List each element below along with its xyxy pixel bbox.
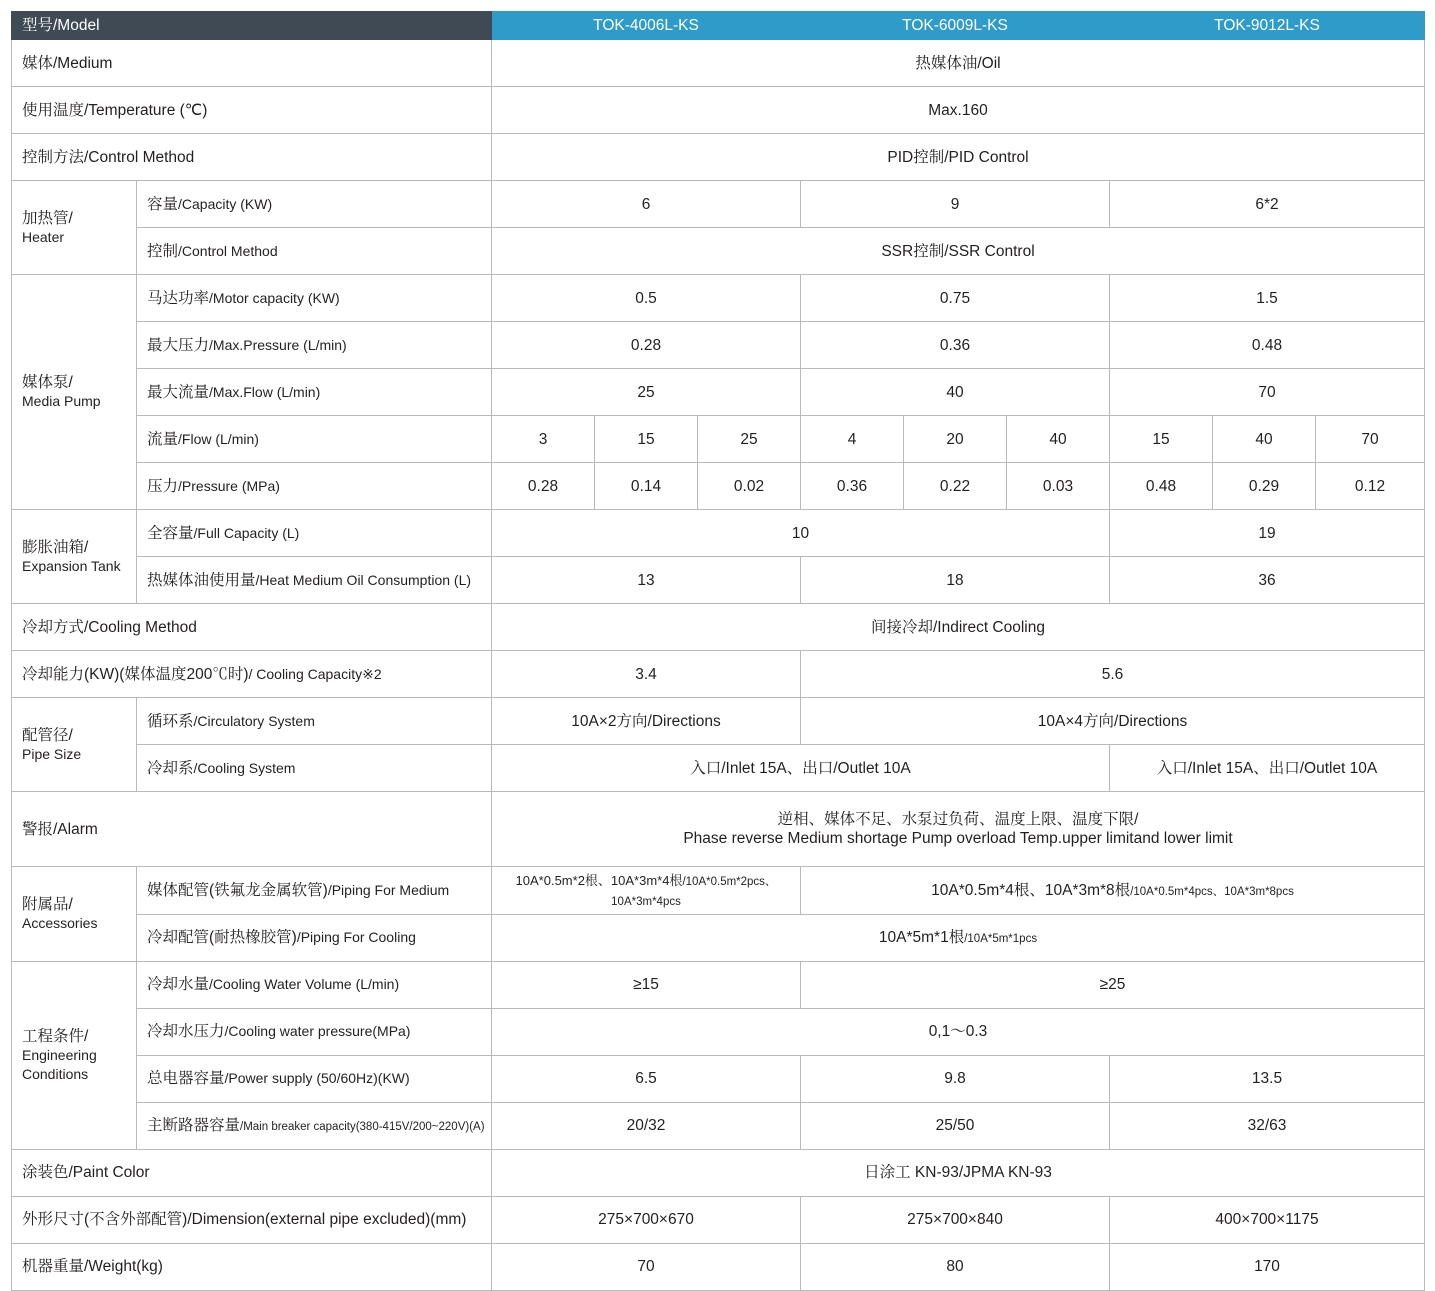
row-label-heater-control: 控制/Control Method — [137, 228, 492, 275]
value-max-pressure-2: 0.36 — [801, 322, 1110, 369]
row-label-piping-cooling: 冷却配管(耐热橡胶管)/Piping For Cooling — [137, 915, 492, 962]
value-control-method: PID控制/PID Control — [492, 134, 1425, 181]
value-max-flow-1: 25 — [492, 369, 801, 416]
row-label-pressure: 压力/Pressure (MPa) — [137, 463, 492, 510]
value-flow-2: 15 — [595, 416, 698, 463]
value-flow-1: 3 — [492, 416, 595, 463]
value-heater-control: SSR控制/SSR Control — [492, 228, 1425, 275]
table-row — [12, 1009, 1425, 1056]
value-temperature: Max.160 — [492, 87, 1425, 134]
value-main-breaker-2: 25/50 — [801, 1103, 1110, 1150]
value-weight-2: 80 — [801, 1244, 1110, 1291]
value-power-supply-2: 9.8 — [801, 1056, 1110, 1103]
row-label-max-pressure: 最大压力/Max.Pressure (L/min) — [137, 322, 492, 369]
group-label-accessories-en: Accessories — [22, 915, 98, 932]
value-motor-capacity-3: 1.5 — [1110, 275, 1425, 322]
value-full-capacity-3: 19 — [1110, 510, 1425, 557]
value-max-pressure-3: 0.48 — [1110, 322, 1425, 369]
table-row — [12, 12, 1425, 40]
table-row — [12, 1056, 1425, 1103]
group-label-media-pump-en: Media Pump — [22, 393, 101, 410]
value-flow-5: 20 — [904, 416, 1007, 463]
group-label-engineering — [12, 962, 137, 1150]
row-label-paint-color: 涂装色/Paint Color — [12, 1150, 492, 1197]
row-label-dimension: 外形尺寸(不含外部配管)/Dimension(external pipe excluded)(mm) — [12, 1197, 492, 1244]
table-row — [12, 1150, 1425, 1197]
table-row — [12, 604, 1425, 651]
row-label-cooling-system: 冷却系/Cooling System — [137, 745, 492, 792]
value-piping-cooling: 10A*5m*1根/10A*5m*1pcs — [492, 915, 1425, 962]
value-flow-7: 15 — [1110, 416, 1213, 463]
table-row — [12, 275, 1425, 322]
value-max-flow-2: 40 — [801, 369, 1110, 416]
row-label-medium: 媒体/Medium — [12, 40, 492, 87]
value-max-pressure-1: 0.28 — [492, 322, 801, 369]
value-flow-9: 70 — [1316, 416, 1425, 463]
value-heater-capacity-2: 9 — [801, 181, 1110, 228]
value-piping-medium-1: 10A*0.5m*2根、10A*3m*4根/10A*0.5m*2pcs、10A*3m*4pcs — [492, 867, 801, 915]
table-row — [12, 1103, 1425, 1150]
value-cooling-method: 间接冷却/Indirect Cooling — [492, 604, 1425, 651]
group-label-expansion-tank-en: Expansion Tank — [22, 557, 121, 574]
row-label-max-flow: 最大流量/Max.Flow (L/min) — [137, 369, 492, 416]
group-label-expansion-tank-cn: 膨胀油箱/ — [22, 538, 89, 556]
value-alarm — [492, 792, 1425, 867]
table-row — [12, 510, 1425, 557]
value-cooling-capacity-23: 5.6 — [801, 651, 1425, 698]
table-row — [12, 698, 1425, 745]
value-cooling-system-12: 入口/Inlet 15A、出口/Outlet 10A — [492, 745, 1110, 792]
value-pressure-2: 0.14 — [595, 463, 698, 510]
value-dimension-1: 275×700×670 — [492, 1197, 801, 1244]
table-row — [12, 228, 1425, 275]
value-pressure-8: 0.29 — [1213, 463, 1316, 510]
row-label-full-capacity: 全容量/Full Capacity (L) — [137, 510, 492, 557]
table-row — [12, 87, 1425, 134]
row-label-flow: 流量/Flow (L/min) — [137, 416, 492, 463]
row-label-weight: 机器重量/Weight(kg) — [12, 1244, 492, 1291]
value-circulatory-1: 10A×2方向/Directions — [492, 698, 801, 745]
table-row — [12, 557, 1425, 604]
alarm-line-en: Phase reverse Medium shortage Pump overload Temp.upper limitand lower limit — [683, 830, 1233, 848]
row-label-power-supply: 总电器容量/Power supply (50/60Hz)(KW) — [137, 1056, 492, 1103]
table-row — [12, 962, 1425, 1009]
row-label-oil-consumption: 热媒体油使用量/Heat Medium Oil Consumption (L) — [137, 557, 492, 604]
value-cooling-system-3: 入口/Inlet 15A、出口/Outlet 10A — [1110, 745, 1425, 792]
table-row — [12, 1244, 1425, 1291]
table-row — [12, 369, 1425, 416]
group-label-expansion-tank — [12, 510, 137, 604]
value-oil-consumption-1: 13 — [492, 557, 801, 604]
value-pressure-4: 0.36 — [801, 463, 904, 510]
group-label-accessories-cn: 附属品/ — [22, 895, 73, 913]
value-main-breaker-1: 20/32 — [492, 1103, 801, 1150]
value-medium: 热媒体油/Oil — [492, 40, 1425, 87]
header-model-label: 型号/Model — [12, 12, 492, 40]
value-dimension-3: 400×700×1175 — [1110, 1197, 1425, 1244]
value-flow-6: 40 — [1007, 416, 1110, 463]
value-max-flow-3: 70 — [1110, 369, 1425, 416]
value-dimension-2: 275×700×840 — [801, 1197, 1110, 1244]
group-label-pipe-size-cn: 配管径/ — [22, 726, 73, 744]
value-oil-consumption-3: 36 — [1110, 557, 1425, 604]
table-row — [12, 867, 1425, 915]
table-row — [12, 322, 1425, 369]
value-full-capacity-12: 10 — [492, 510, 1110, 557]
value-power-supply-1: 6.5 — [492, 1056, 801, 1103]
row-label-alarm: 警报/Alarm — [12, 792, 492, 867]
value-oil-consumption-2: 18 — [801, 557, 1110, 604]
value-heater-capacity-1: 6 — [492, 181, 801, 228]
row-label-cooling-water-volume: 冷却水量/Cooling Water Volume (L/min) — [137, 962, 492, 1009]
value-circulatory-23: 10A×4方向/Directions — [801, 698, 1425, 745]
value-pressure-9: 0.12 — [1316, 463, 1425, 510]
value-cooling-water-volume-23: ≥25 — [801, 962, 1425, 1009]
table-row — [12, 915, 1425, 962]
value-motor-capacity-1: 0.5 — [492, 275, 801, 322]
group-label-heater — [12, 181, 137, 275]
group-label-engineering-en: Engineering Conditions — [22, 1046, 97, 1083]
value-piping-medium-23: 10A*0.5m*4根、10A*3m*8根/10A*0.5m*4pcs、10A*3m*8pcs — [801, 867, 1425, 915]
row-label-main-breaker: 主断路器容量/Main breaker capacity(380-415V/200~220V)(A) — [137, 1103, 492, 1150]
value-cooling-water-pressure: 0,1～0.3 — [492, 1009, 1425, 1056]
table-row — [12, 134, 1425, 181]
row-label-cooling-capacity: 冷却能力(KW)(媒体温度200℃时)/ Cooling Capacity※2 — [12, 651, 492, 698]
value-flow-4: 4 — [801, 416, 904, 463]
group-label-media-pump-cn: 媒体泵/ — [22, 374, 73, 391]
table-row — [12, 792, 1425, 867]
row-label-motor-capacity: 马达功率/Motor capacity (KW) — [137, 275, 492, 322]
table-row — [12, 181, 1425, 228]
row-label-piping-medium: 媒体配管(铁氟龙金属软管)/Piping For Medium — [137, 867, 492, 915]
group-label-pipe-size-en: Pipe Size — [22, 745, 82, 762]
value-pressure-5: 0.22 — [904, 463, 1007, 510]
value-pressure-3: 0.02 — [698, 463, 801, 510]
value-main-breaker-3: 32/63 — [1110, 1103, 1425, 1150]
group-label-heater-en: Heater — [22, 228, 65, 245]
value-flow-3: 25 — [698, 416, 801, 463]
value-heater-capacity-3: 6*2 — [1110, 181, 1425, 228]
row-label-circulatory-system: 循环系/Circulatory System — [137, 698, 492, 745]
table-row — [12, 651, 1425, 698]
header-model-2: TOK-6009L-KS — [801, 12, 1110, 40]
table-row — [12, 745, 1425, 792]
row-label-cooling-method: 冷却方式/Cooling Method — [12, 604, 492, 651]
value-cooling-water-volume-1: ≥15 — [492, 962, 801, 1009]
value-paint-color: 日涂工 KN-93/JPMA KN-93 — [492, 1150, 1425, 1197]
row-label-heater-capacity: 容量/Capacity (KW) — [137, 181, 492, 228]
group-label-media-pump — [12, 275, 137, 510]
alarm-line-cn: 逆相、媒体不足、水泵过负荷、温度上限、温度下限/ — [777, 811, 1139, 828]
value-pressure-1: 0.28 — [492, 463, 595, 510]
value-pressure-6: 0.03 — [1007, 463, 1110, 510]
table-row — [12, 40, 1425, 87]
row-label-temperature: 使用温度/Temperature (℃) — [12, 87, 492, 134]
value-flow-8: 40 — [1213, 416, 1316, 463]
value-motor-capacity-2: 0.75 — [801, 275, 1110, 322]
table-row — [12, 416, 1425, 463]
value-cooling-capacity-1: 3.4 — [492, 651, 801, 698]
group-label-engineering-cn: 工程条件/ — [22, 1027, 89, 1045]
row-label-control-method: 控制方法/Control Method — [12, 134, 492, 181]
value-power-supply-3: 13.5 — [1110, 1056, 1425, 1103]
specification-table — [11, 11, 1425, 1291]
table-row — [12, 1197, 1425, 1244]
group-label-heater-cn: 加热管/ — [22, 209, 73, 227]
row-label-cooling-water-pressure: 冷却水压力/Cooling water pressure(MPa) — [137, 1009, 492, 1056]
value-weight-3: 170 — [1110, 1244, 1425, 1291]
group-label-pipe-size — [12, 698, 137, 792]
table-row — [12, 463, 1425, 510]
header-model-1: TOK-4006L-KS — [492, 12, 801, 40]
group-label-accessories — [12, 867, 137, 962]
value-pressure-7: 0.48 — [1110, 463, 1213, 510]
header-model-3: TOK-9012L-KS — [1110, 12, 1425, 40]
value-weight-1: 70 — [492, 1244, 801, 1291]
